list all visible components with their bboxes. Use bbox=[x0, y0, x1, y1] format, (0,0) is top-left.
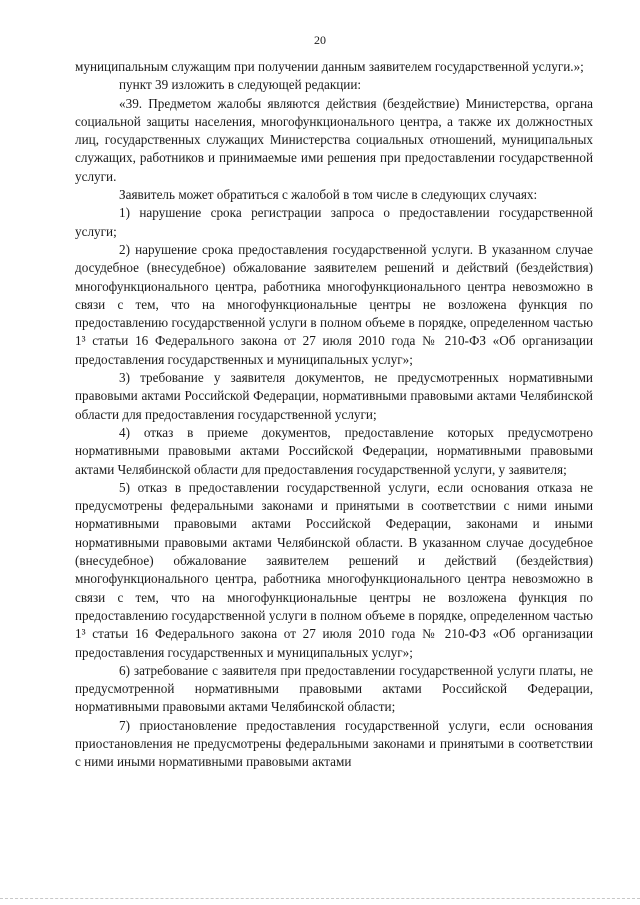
paragraph-item-39: «39. Предметом жалобы являются действия (бездействие) Министерства, органа социальной защиты населения, многофункционального центра, а также их должностных лиц, государственных служащих Министерства социальных отношений, муниципальных служащих, работников и принимаемые ими решения при предоставлении государственной услуги. bbox=[75, 95, 593, 184]
paragraph-cases-intro: Заявитель может обратиться с жалобой в том числе в следующих случаях: bbox=[119, 187, 538, 203]
paragraph-continuation: муниципальным служащим при получении данным заявителем государственной услуги.»; bbox=[75, 59, 584, 74]
list-item-7: 7) приостановление предоставления государственной услуги, если основания приостановления не предусмотрены федеральными законами и принятыми в соответствии с ними иными нормативными правовыми актами bbox=[75, 717, 593, 770]
list-item-3: 3) требование у заявителя документов, не предусмотренных нормативными правовыми актами Российской Федерации, нормативными правовыми актами Челябинской области для предоставления государственной услуги; bbox=[75, 370, 593, 422]
list-item-5: 5) отказ в предоставлении государственной услуги, если основания отказа не предусмотрены федеральными законами и принятыми в соответствии с ними иными нормативными правовыми актами Российской Федерации, законами и иными нормативными правовыми актами Челябинской области. В указанном случае досудебное (внесудебное) обжалование заявителем решений и действий (бездействия) многофункционального центра, работника многофункционального центра невозможно в связи с тем, что на многофункциональные центры не возложена функция по предоставлению государственной услуги в полном объеме в порядке, определенном частью 1³ статьи 16 Федерального закона от 27 июля 2010 года № 210-ФЗ «Об организации предоставления государственных и муниципальных услуг»; bbox=[75, 479, 593, 660]
page-number: 20 bbox=[314, 33, 326, 47]
list-item-1: 1) нарушение срока регистрации запроса о предоставлении государственной услуги; bbox=[75, 205, 593, 239]
list-item-6: 6) затребование с заявителя при предоставлении государственной услуги платы, не предусмотренной нормативными правовыми актами Российской Федерации, нормативными правовыми актами Челябинской области; bbox=[75, 662, 593, 715]
document-body bbox=[75, 58, 593, 772]
paragraph-instruction: пункт 39 изложить в следующей редакции: bbox=[119, 77, 362, 93]
list-item-2: 2) нарушение срока предоставления государственной услуги. В указанном случае досудебное (внесудебное) обжалование заявителем решений и действий (бездействия) многофункционального центра, работника многофункционального центра невозможно в связи с тем, что на многофункциональные центры не возложена функция по предоставлению государственной услуги в полном объеме в порядке, определенном частью 1³ статьи 16 Федерального закона от 27 июля 2010 года № 210-ФЗ «Об организации предоставления государственных и муниципальных услуг»; bbox=[75, 241, 593, 367]
list-item-4: 4) отказ в приеме документов, предоставление которых предусмотрено нормативными правовыми актами Российской Федерации, нормативными правовыми актами Челябинской области для предоставления государственной услуги, у заявителя; bbox=[75, 424, 593, 477]
scan-edge-divider bbox=[0, 898, 640, 899]
